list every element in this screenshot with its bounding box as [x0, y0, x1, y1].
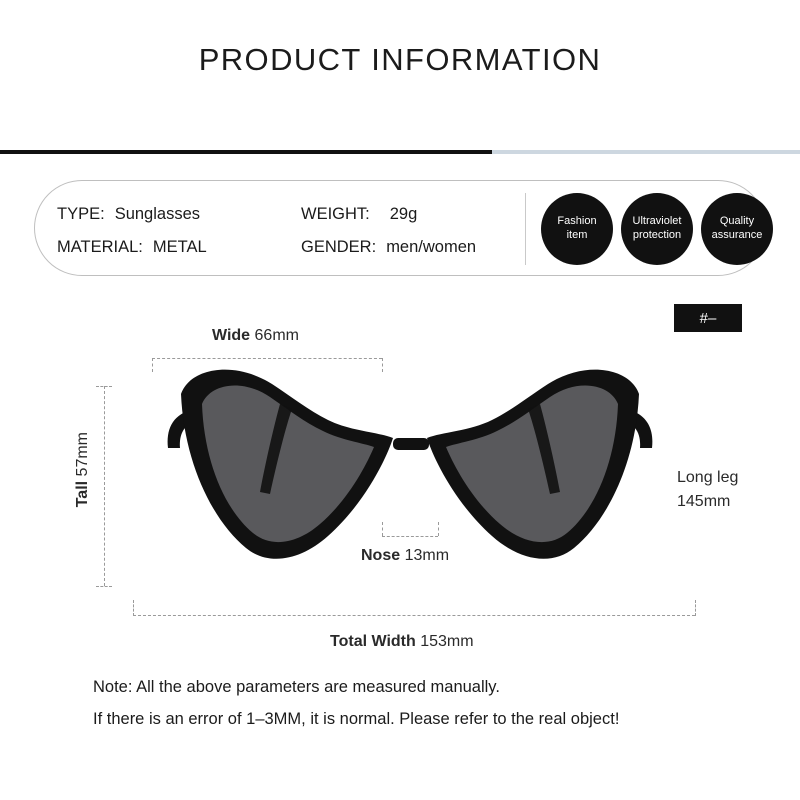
- footer-spacer: [0, 764, 800, 800]
- sunglasses-illustration: [150, 352, 670, 602]
- spec-gender-value: men/women: [386, 238, 477, 256]
- tall-dimension-tick-top: [96, 386, 112, 387]
- note-line-1: Note: All the above parameters are measured manually.: [93, 678, 500, 696]
- spec-type-label: TYPE:: [57, 205, 105, 223]
- feature-badges: [541, 193, 773, 265]
- badge-fashion-item: Fashion item: [541, 193, 613, 265]
- page-title: PRODUCT INFORMATION: [198, 42, 602, 77]
- long-leg-label-text: Long leg: [677, 469, 739, 486]
- wide-value-text: 66mm: [254, 327, 299, 344]
- badge-uv-protection: Ultraviolet protection: [621, 193, 693, 265]
- spec-material: [57, 238, 207, 257]
- spec-weight: [301, 205, 417, 224]
- spec-weight-label: WEIGHT:: [301, 205, 370, 223]
- nose-label-text: Nose: [361, 547, 401, 564]
- header-divider: [0, 150, 800, 154]
- total-width-dimension-label: [330, 633, 474, 651]
- wide-dimension-label: [212, 327, 299, 345]
- note-line-2: If there is an error of 1–3MM, it is normal. Please refer to the real object!: [93, 710, 620, 728]
- spec-type-value: Sunglasses: [114, 205, 200, 223]
- spec-material-value: METAL: [152, 238, 207, 256]
- spec-type: [57, 205, 200, 224]
- total-width-tick-left: [133, 600, 134, 616]
- total-width-tick-right: [695, 600, 696, 616]
- tall-dimension-label: [72, 432, 92, 514]
- tall-label-text: Tall: [74, 480, 91, 508]
- spec-panel-divider: [525, 193, 526, 265]
- color-tag: #–: [674, 304, 742, 332]
- spec-gender-label: GENDER:: [301, 238, 377, 256]
- tall-dimension-line: [104, 386, 105, 586]
- wide-label-text: Wide: [212, 327, 251, 344]
- spec-material-label: MATERIAL:: [57, 238, 143, 256]
- badge-quality-assurance: Quality assurance: [701, 193, 773, 265]
- tall-dimension-tick-bottom: [96, 586, 112, 587]
- total-width-dimension-line: [133, 615, 695, 616]
- total-width-label-text: Total Width: [330, 633, 416, 650]
- total-width-value-text: 153mm: [420, 633, 474, 650]
- spec-panel: [34, 180, 766, 276]
- spec-weight-value: 29g: [389, 205, 418, 223]
- long-leg-dimension-label: [677, 466, 777, 514]
- long-leg-value-text: 145mm: [677, 493, 731, 510]
- spec-gender: [301, 238, 476, 257]
- divider-dark-segment: [0, 150, 492, 154]
- tall-value-text: 57mm: [74, 432, 91, 477]
- nose-value-text: 13mm: [404, 547, 450, 564]
- divider-light-segment: [492, 150, 800, 154]
